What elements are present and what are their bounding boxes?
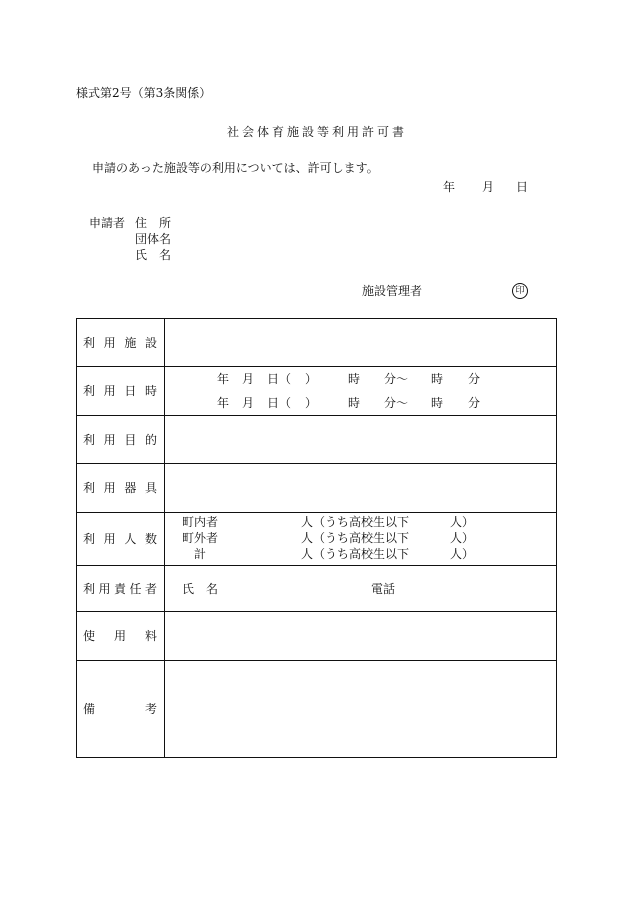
people-line-town-residents: 町内者 人（うち高校生以下 人） [182,515,475,529]
document-title: 社会体育施設等利用許可書 [227,125,408,139]
row-purpose [77,416,557,464]
people-line-total: 計 人（うち高校生以下 人） [194,547,475,561]
remarks-label: 備 考 [77,661,165,758]
responsible-label: 利 用 責 任 者 [77,566,165,612]
fee-label: 使 用 料 [77,612,165,661]
form-number: 様式第2号（第3条関係） [76,86,212,100]
datetime-line-2: 年 月 日（ ） 時 分～ 時 分 [217,396,481,410]
remarks-value[interactable] [165,661,557,758]
equipment-value[interactable] [165,464,557,513]
row-remarks [77,661,557,758]
purpose-value[interactable] [165,416,557,464]
responsible-name-label: 氏 名 [182,582,219,596]
row-fee [77,612,557,661]
applicant-name-label: 氏 名 [135,248,172,262]
datetime-label: 利 用 日 時 [77,367,165,416]
responsible-value[interactable] [165,566,557,612]
purpose-label: 利 用 目 的 [77,416,165,464]
date-month: 月 [482,180,495,194]
facility-label: 利 用 施 設 [77,319,165,367]
people-value[interactable] [165,513,557,566]
people-label: 利 用 人 数 [77,513,165,566]
responsible-phone-label: 電話 [371,582,396,596]
people-line-nonresidents: 町外者 人（うち高校生以下 人） [182,531,475,545]
date-year: 年 [443,180,456,194]
row-people [77,513,557,566]
date-day: 日 [516,180,529,194]
facility-manager-label: 施設管理者 [362,284,423,298]
row-datetime [77,367,557,416]
applicant-group-label: 団体名 [135,232,172,246]
row-responsible [77,566,557,612]
fee-value[interactable] [165,612,557,661]
row-facility [77,319,557,367]
applicant-address-label: 住 所 [135,216,172,230]
facility-value[interactable] [165,319,557,367]
permit-form-table [76,318,557,758]
datetime-value[interactable] [165,367,557,416]
seal-mark: 印 [512,283,528,299]
applicant-label: 申請者 [89,216,126,230]
equipment-label: 利 用 器 具 [77,464,165,513]
permission-statement: 申請のあった施設等の利用については、許可します。 [92,161,379,175]
row-equipment [77,464,557,513]
datetime-line-1: 年 月 日（ ） 時 分～ 時 分 [217,372,481,386]
